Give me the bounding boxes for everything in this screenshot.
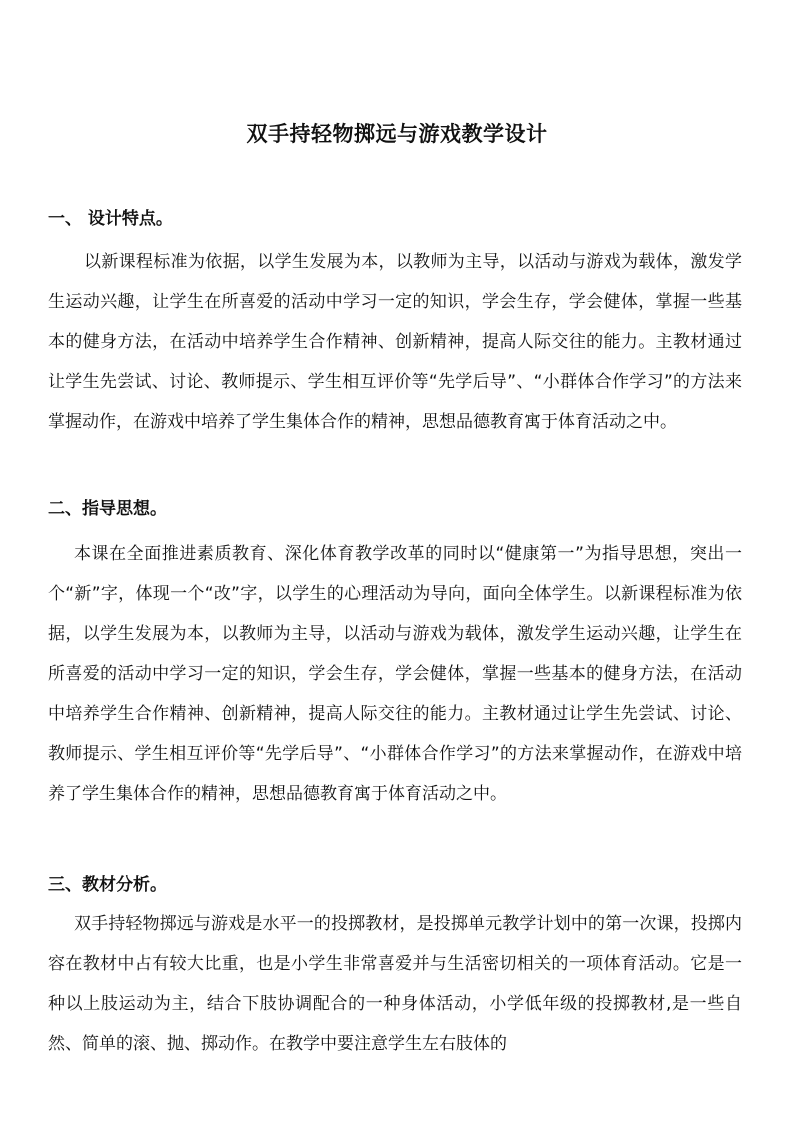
section-body-material-analysis: 双手持轻物掷远与游戏是水平一的投掷教材，是投掷单元教学计划中的第一次课，投掷内容在教材中占有较大比重，也是小学生非常喜爱并与生活密切相关的一项体育活动。它是一种以上肢运动为主，结合下肢协调配合的一种身体活动，小学低年级的投掷教材,是一些自然、简单的滚、抛、掷动作。在教学中要注意学生左右肢体的 (48, 914, 742, 1054)
section-heading-material-analysis: 三、教材分析。 (48, 875, 167, 895)
section-body-design-features: 以新课程标准为依据，以学生发展为本，以教师为主导，以活动与游戏为载体，激发学生运动兴趣，让学生在所喜爱的活动中学习一定的知识，学会生存，学会健体，掌握一些基本的健身方法，在活动中培养学生合作精神、创新精神，提高人际交往的能力。主教材通过让学生先尝试、讨论、教师提示、学生相互评价等“先学后导”、“小群体合作学习”的方法来掌握动作，在游戏中培养了学生集体合作的精神，思想品德教育寓于体育活动之中。 (48, 252, 742, 432)
section-heading-design-features: 一、 设计特点。 (48, 209, 173, 229)
section-heading-guiding-ideology: 二、指导思想。 (48, 499, 167, 519)
section-body-guiding-ideology: 本课在全面推进素质教育、深化体育教学改革的同时以“健康第一”为指导思想，突出一个“新”字，体现一个“改”字，以学生的心理活动为导向，面向全体学生。以新课程标准为依据，以学生发展为本，以教师为主导，以活动与游戏为载体，激发学生运动兴趣，让学生在所喜爱的活动中学习一定的知识，学会生存，学会健体，掌握一些基本的健身方法，在活动中培养学生合作精神、创新精神，提高人际交往的能力。主教材通过让学生先尝试、讨论、教师提示、学生相互评价等“先学后导”、“小群体合作学习”的方法来掌握动作，在游戏中培养了学生集体合作的精神，思想品德教育寓于体育活动之中。 (48, 544, 742, 804)
document-title: 双手持轻物掷远与游戏教学设计 (246, 122, 548, 146)
